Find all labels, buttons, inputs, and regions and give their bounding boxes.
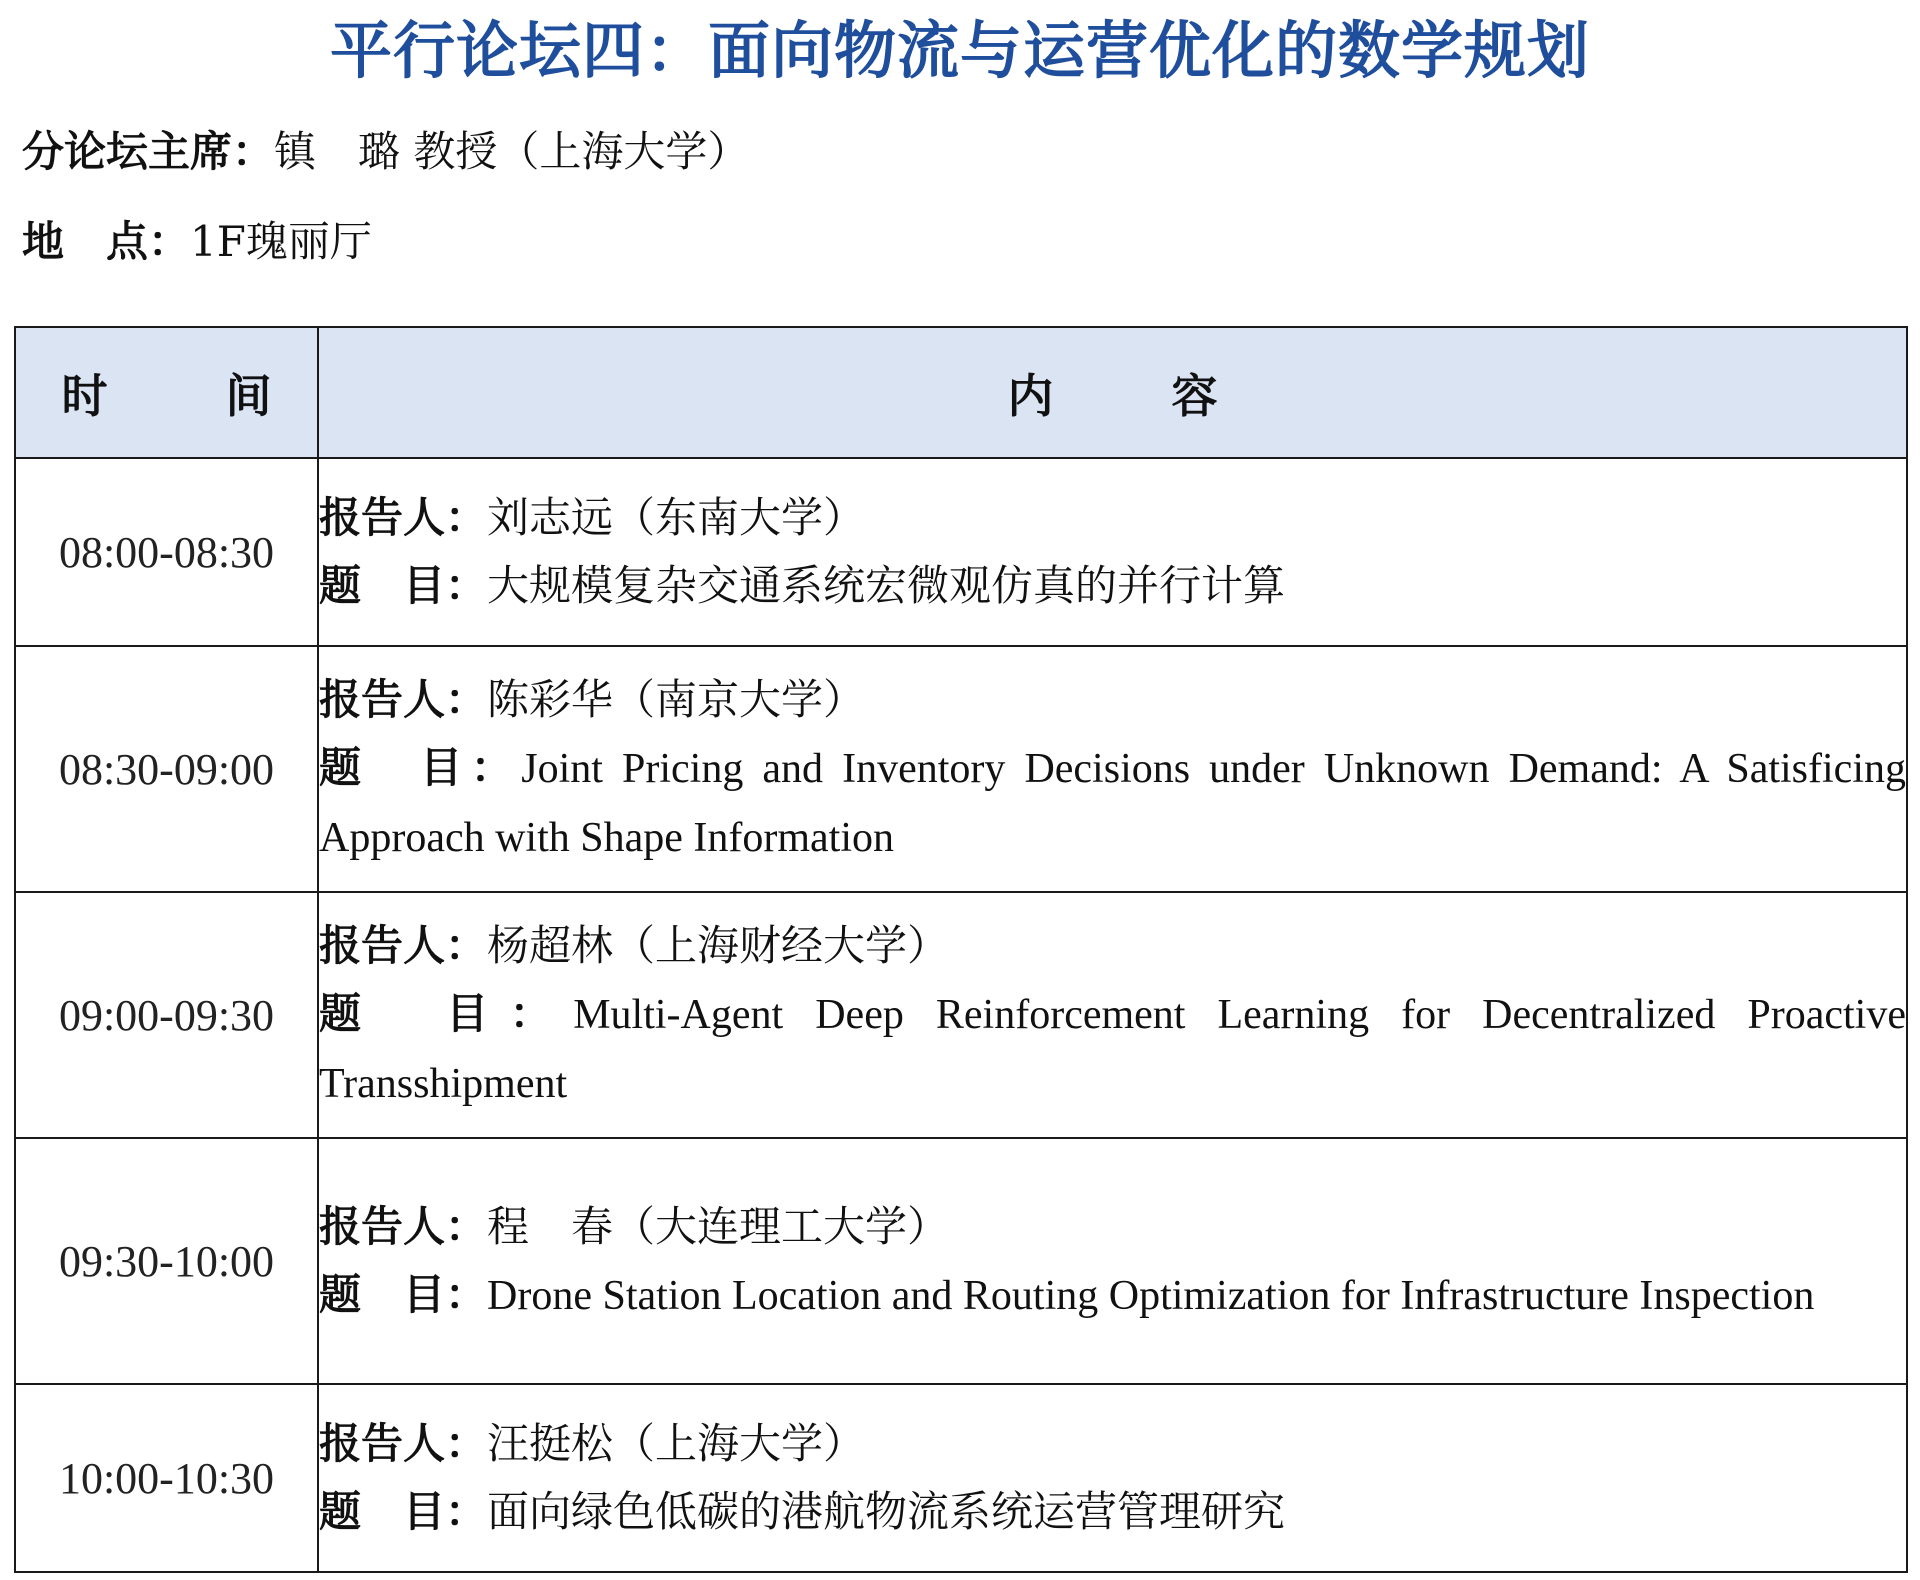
time-cell: 08:30-09:00 (15, 646, 318, 892)
time-cell: 08:00-08:30 (15, 458, 318, 646)
topic-text: Joint Pricing and Inventory Decisions under Unknown Demand: A Satisficing Approach with Shape Information (319, 746, 1906, 861)
table-header-row (15, 327, 1907, 458)
speaker-label: 报告人： (319, 675, 488, 724)
topic-line (319, 1478, 1906, 1546)
content-cell (318, 1384, 1907, 1572)
topic-label: 题 目： (319, 989, 574, 1038)
topic-line (319, 1261, 1906, 1330)
chair-label: 分论坛主席： (22, 127, 275, 176)
chair-value: 镇 璐 教授（上海大学） (274, 127, 750, 176)
schedule-table (14, 326, 1908, 1573)
topic-label: 题 目： (319, 1487, 488, 1536)
speaker-label: 报告人： (319, 493, 488, 542)
venue-line (22, 212, 372, 272)
table-row (15, 892, 1907, 1138)
topic-label: 题 目： (319, 1269, 488, 1319)
speaker-name: 汪挺松（上海大学） (487, 1419, 866, 1468)
speaker-line (319, 666, 1906, 734)
table-row (15, 1384, 1907, 1572)
time-cell: 10:00-10:30 (15, 1384, 318, 1572)
table-row (15, 1138, 1907, 1384)
table-row (15, 458, 1907, 646)
content-cell (318, 892, 1907, 1138)
topic-text: Drone Station Location and Routing Optimization for Infrastructure Inspection (487, 1272, 1815, 1319)
venue-value: 1F瑰丽厅 (190, 217, 372, 266)
speaker-label: 报告人： (319, 921, 488, 970)
time-cell: 09:30-10:00 (15, 1138, 318, 1384)
speaker-line (319, 1193, 1906, 1261)
speaker-line (319, 484, 1906, 552)
speaker-name: 杨超林（上海财经大学） (487, 921, 950, 970)
topic-text: 大规模复杂交通系统宏微观仿真的并行计算 (487, 561, 1286, 610)
content-cell (318, 646, 1907, 892)
content-column-header: 内 容 (318, 327, 1907, 458)
time-cell: 09:00-09:30 (15, 892, 318, 1138)
topic-line (319, 552, 1906, 620)
topic-label: 题 目： (319, 561, 488, 610)
speaker-line (319, 1410, 1906, 1478)
speaker-line (319, 912, 1906, 980)
content-cell (318, 1138, 1907, 1384)
time-column-header: 时 间 (15, 327, 318, 458)
venue-label: 地 点： (22, 217, 191, 266)
speaker-name: 陈彩华（南京大学） (487, 675, 866, 724)
topic-line (319, 980, 1906, 1118)
table-row (15, 646, 1907, 892)
speaker-name: 刘志远（东南大学） (487, 493, 866, 542)
topic-text: Multi-Agent Deep Reinforcement Learning for Decentralized Proactive Transshipment (319, 992, 1906, 1107)
speaker-name: 程 春（大连理工大学） (487, 1201, 950, 1251)
topic-line (319, 734, 1906, 872)
content-cell (318, 458, 1907, 646)
speaker-label: 报告人： (319, 1201, 488, 1251)
topic-label: 题 目： (319, 743, 522, 792)
topic-text: 面向绿色低碳的港航物流系统运营管理研究 (487, 1487, 1286, 1536)
speaker-label: 报告人： (319, 1419, 488, 1468)
chair-line (22, 122, 749, 182)
forum-title: 平行论坛四：面向物流与运营优化的数学规划 (329, 14, 1590, 87)
